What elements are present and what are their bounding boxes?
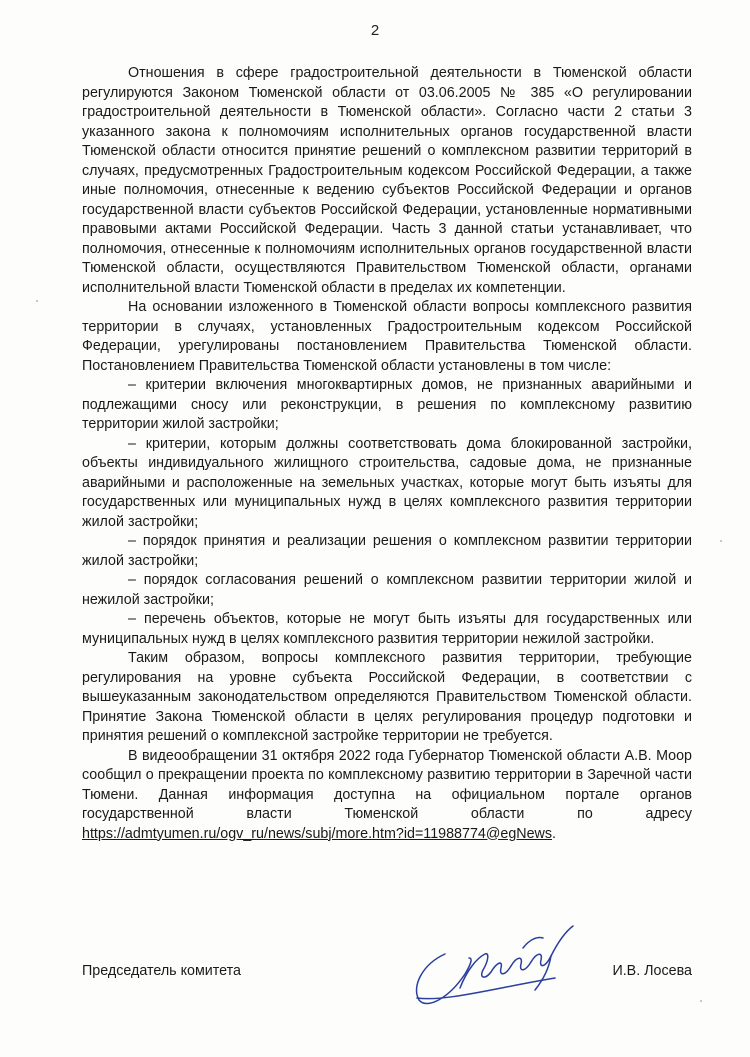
paragraph-regional-regulation: На основании изложенного в Тюменской области вопросы комплексного развития территории в случаях, установленных Градостроительным кодексом Российской Федерации, урегулированы постановлением Правительства Тюменской области. Постановлением Правительства Тюменской области установлены в том числе:: [82, 299, 692, 374]
list-item: – порядок принятия и реализации решения о комплексном развитии территории жилой застройки;: [82, 533, 692, 569]
portal-link[interactable]: https://admtyumen.ru/ogv_ru/news/subj/more.htm?id=11988774@egNews: [82, 825, 553, 842]
list-item: – критерии включения многоквартирных домов, не признанных аварийными и подлежащими сносу или реконструкции, в решения по комплексному развитию территории жилой застройки;: [82, 377, 692, 432]
paragraph-legal-basis: Отношения в сфере градостроительной деятельности в Тюменской области регулируются Законом Тюменской области от 03.06.2005 № 385 «О регулировании градостроительной деятельности в Тюменской области». Согласно части 2 статьи 3 указанного закона к полномочиям исполнительных органов государственной власти Тюменской области относится принятие решений о комплексном развитии территорий в случаях, предусмотренных Градостроительным кодексом Российской Федерации, а также иные полномочия, отнесенные к ведению субъектов Российской Федерации и органов государственной власти субъектов Российской Федерации, установленные нормативными правовыми актами Российской Федерации. Часть 3 данной статьи устанавливает, что полномочия, отнесенные к полномочиям исполнительных органов государственной власти Тюменской области, осуществляются Правительством Тюменской области, органами исполнительной власти Тюменской области в пределах их компетенции.: [82, 65, 692, 296]
video-address-text: В видеообращении 31 октября 2022 года Губернатор Тюменской области А.В. Моор сообщил о прекращении проекта по комплексному развитию территории в Заречной части Тюмени. Данная информация доступна на официальном портале органов государственной власти Тюменской области по адресу: [82, 747, 692, 822]
scan-speck: [36, 300, 38, 302]
page-number: 2: [370, 22, 380, 39]
signatory-position: Председатель комитета: [82, 963, 241, 979]
scan-speck: [700, 1000, 702, 1002]
signatory-name: И.В. Лосева: [612, 963, 692, 979]
list-item: – порядок согласования решений о комплексном развитии территории жилой и нежилой застройки;: [82, 572, 692, 608]
list-item: – перечень объектов, которые не могут быть изъяты для государственных или муниципальных нужд в целях комплексного развития территории нежилой застройки.: [82, 611, 692, 647]
paragraph-conclusion: Таким образом, вопросы комплексного развития территории, требующие регулирования на уровне субъекта Российской Федерации, в соответствии с вышеуказанным законодательством определяются Правительством Тюменской области. Принятие Закона Тюменской области в целях регулирования процедур подготовки и принятия решений о комплексной застройке территории не требуется.: [82, 650, 692, 744]
letter-body: [82, 64, 692, 844]
signature-block: [82, 963, 692, 993]
sentence-end: .: [552, 825, 557, 842]
paragraph-video-address: [82, 747, 692, 845]
list-item: – критерии, которым должны соответствовать дома блокированной застройки, объекты индивидуального жилищного строительства, садовые дома, не признанные аварийными и расположенные на земельных участках, которые могут быть изъяты для государственных или муниципальных нужд в целях комплексного развития территории жилой застройки;: [82, 435, 692, 530]
scan-speck: [720, 540, 722, 542]
